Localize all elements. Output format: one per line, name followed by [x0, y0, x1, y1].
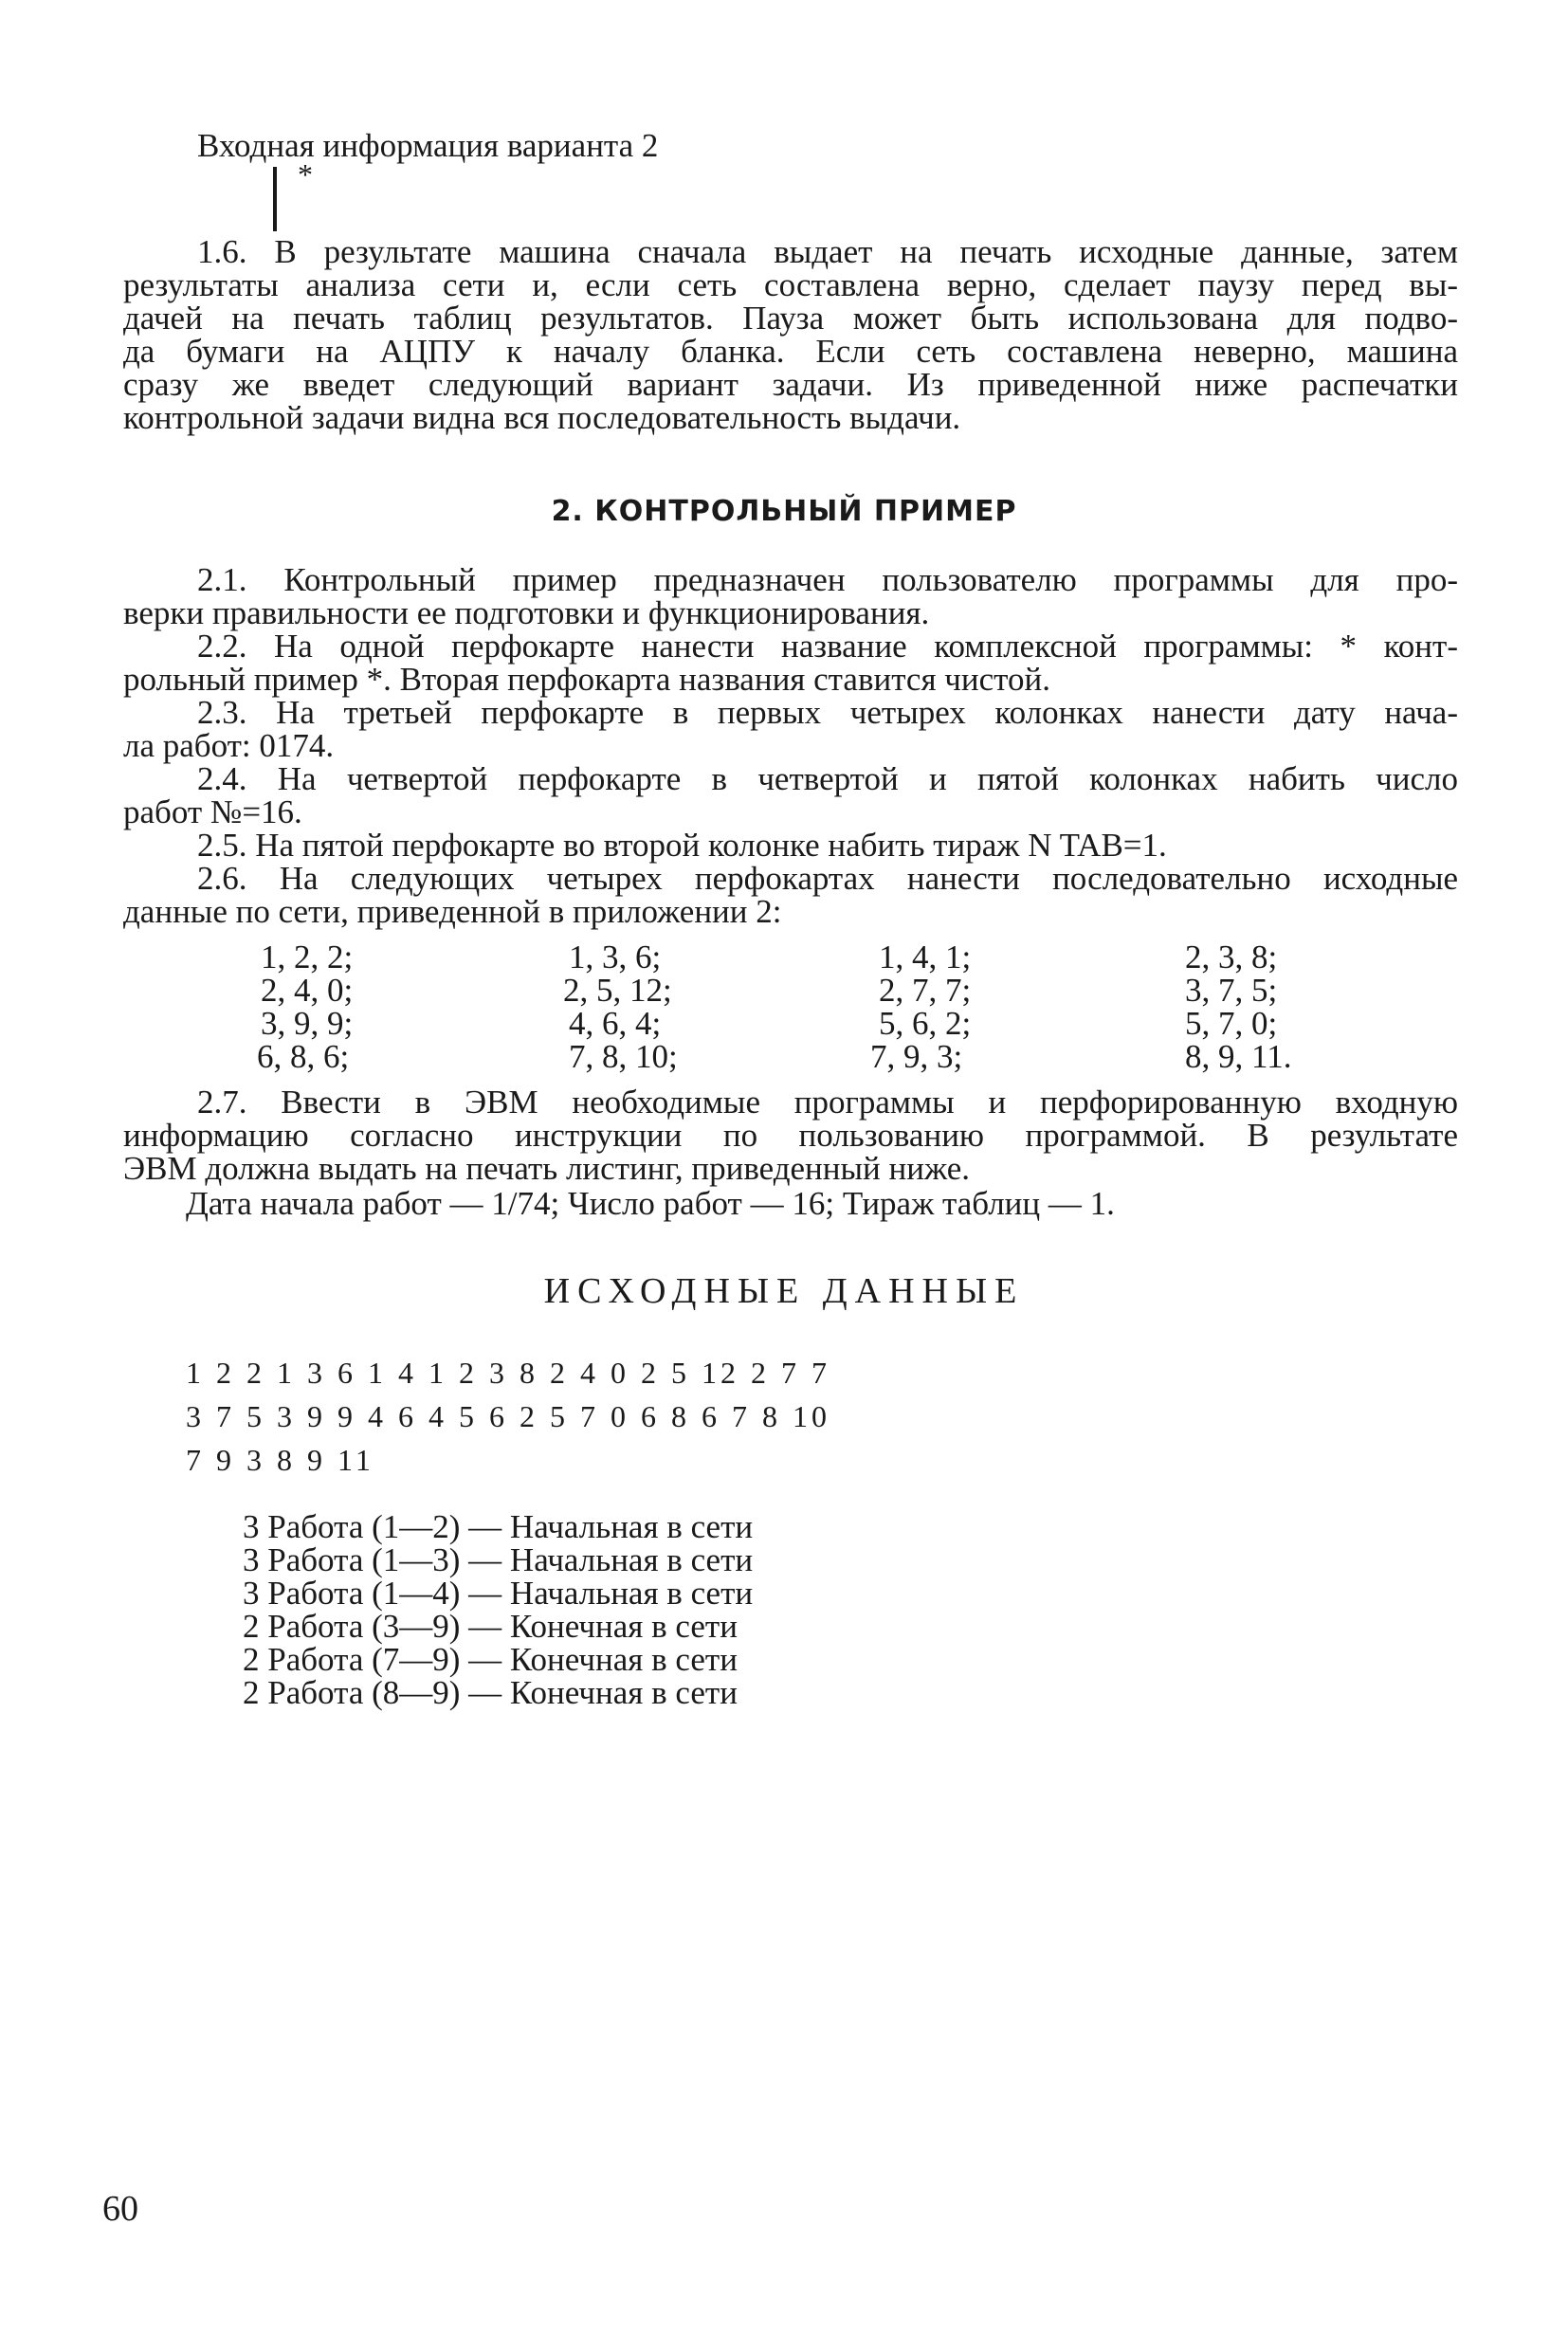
- grid-cell: 1, 2, 2;: [261, 939, 354, 975]
- message-line: 3 Работа (1—2) — Начальная в сети: [243, 1508, 754, 1545]
- item-2-6-line-1: 2.6. На следующих четырех перфокартах нанести последовательно исходные: [197, 860, 1458, 897]
- grid-cell: 5, 7, 0;: [1185, 1005, 1278, 1042]
- page-number: 60: [102, 2189, 138, 2229]
- grid-cell: 2, 3, 8;: [1185, 939, 1278, 975]
- item-2-1-line-2: верки правильности ее подготовки и функционирования.: [123, 594, 930, 631]
- grid-cell: 6, 8, 6;: [257, 1038, 350, 1075]
- item-2-3-line-1: 2.3. На третьей перфокарте в первых четырех колонках нанести дату нача-: [197, 694, 1458, 731]
- grid-cell: 5, 6, 2;: [879, 1005, 972, 1042]
- item-2-2-line-2: рольный пример *. Вторая перфокарта названия ставится чистой.: [123, 661, 1050, 698]
- grid-cell: 2, 4, 0;: [261, 972, 354, 1009]
- section-title: 2. КОНТРОЛЬНЫЙ ПРИМЕР: [551, 495, 1017, 528]
- grid-cell: 2, 5, 12;: [563, 972, 672, 1009]
- network-data-grid: [0, 0, 1568, 1138]
- data-line-2: 3 7 5 3 9 9 4 6 4 5 6 2 5 7 0 6 8 6 7 8 10: [186, 1399, 830, 1433]
- item-2-7-line-3: ЭВМ должна выдать на печать листинг, приведенный ниже.: [123, 1150, 970, 1187]
- message-line: 2 Работа (8—9) — Конечная в сети: [243, 1674, 738, 1711]
- para-1-6-line-5: сразу же введет следующий вариант задачи. Из приведенной ниже распечатки: [123, 366, 1458, 403]
- item-2-5: 2.5. На пятой перфокарте во второй колонке набить тираж N TAB=1.: [197, 827, 1167, 864]
- para-1-6-line-2: результаты анализа сети и, если сеть составлена верно, сделает паузу перед вы-: [123, 266, 1458, 303]
- para-1-6-line-6: контрольной задачи видна вся последовательность выдачи.: [123, 399, 961, 436]
- grid-cell: 3, 9, 9;: [261, 1005, 354, 1042]
- source-data-title: ИСХОДНЫЕ ДАННЫЕ: [543, 1271, 1025, 1311]
- data-line-1: 1 2 2 1 3 6 1 4 1 2 3 8 2 4 0 2 5 12 2 7 7: [186, 1356, 830, 1390]
- grid-cell: 1, 3, 6;: [569, 939, 662, 975]
- message-line: 2 Работа (3—9) — Конечная в сети: [243, 1608, 738, 1645]
- data-line-3: 7 9 3 8 9 11: [186, 1443, 374, 1477]
- grid-cell: 7, 8, 10;: [569, 1038, 678, 1075]
- item-2-4-line-2: работ №=16.: [123, 793, 302, 830]
- para-1-6-line-4: да бумаги на АЦПУ к началу бланка. Если сеть составлена неверно, машина: [123, 333, 1458, 370]
- item-2-7-line-2: информацию согласно инструкции по пользованию программой. В результате: [123, 1117, 1458, 1154]
- message-line: 3 Работа (1—4) — Начальная в сети: [243, 1575, 754, 1612]
- item-2-3-line-2: ла работ: 0174.: [123, 727, 335, 764]
- message-line: 3 Работа (1—3) — Начальная в сети: [243, 1541, 754, 1578]
- input-info-heading: Входная информация варианта 2: [197, 127, 659, 164]
- grid-cell: 1, 4, 1;: [879, 939, 972, 975]
- grid-cell: 7, 9, 3;: [870, 1038, 963, 1075]
- grid-cell: 4, 6, 4;: [569, 1005, 662, 1042]
- item-2-1-line-1: 2.1. Контрольный пример предназначен пользователю программы для про-: [197, 561, 1458, 598]
- item-2-6-line-2: данные по сети, приведенной в приложении 2:: [123, 893, 782, 930]
- grid-cell: 2, 7, 7;: [879, 972, 972, 1009]
- grid-cell: 3, 7, 5;: [1185, 972, 1278, 1009]
- message-line: 2 Работа (7—9) — Конечная в сети: [243, 1641, 738, 1678]
- para-1-6-line-3: дачей на печать таблиц результатов. Пауза может быть использована для подво-: [123, 300, 1458, 337]
- item-2-2-line-1: 2.2. На одной перфокарте нанести название комплексной программы: * конт-: [197, 628, 1458, 665]
- grid-cell: 8, 9, 11.: [1185, 1038, 1292, 1075]
- item-2-4-line-1: 2.4. На четвертой перфокарте в четвертой и пятой колонках набить число: [197, 760, 1458, 797]
- asterisk-marker: *: [298, 157, 313, 191]
- para-1-6-line-1: 1.6. В результате машина сначала выдает на печать исходные данные, затем: [197, 233, 1458, 270]
- item-2-7-line-1: 2.7. Ввести в ЭВМ необходимые программы и перфорированную входную: [197, 1084, 1458, 1121]
- summary-line: Дата начала работ — 1/74; Число работ — 16; Тираж таблиц — 1.: [186, 1185, 1115, 1222]
